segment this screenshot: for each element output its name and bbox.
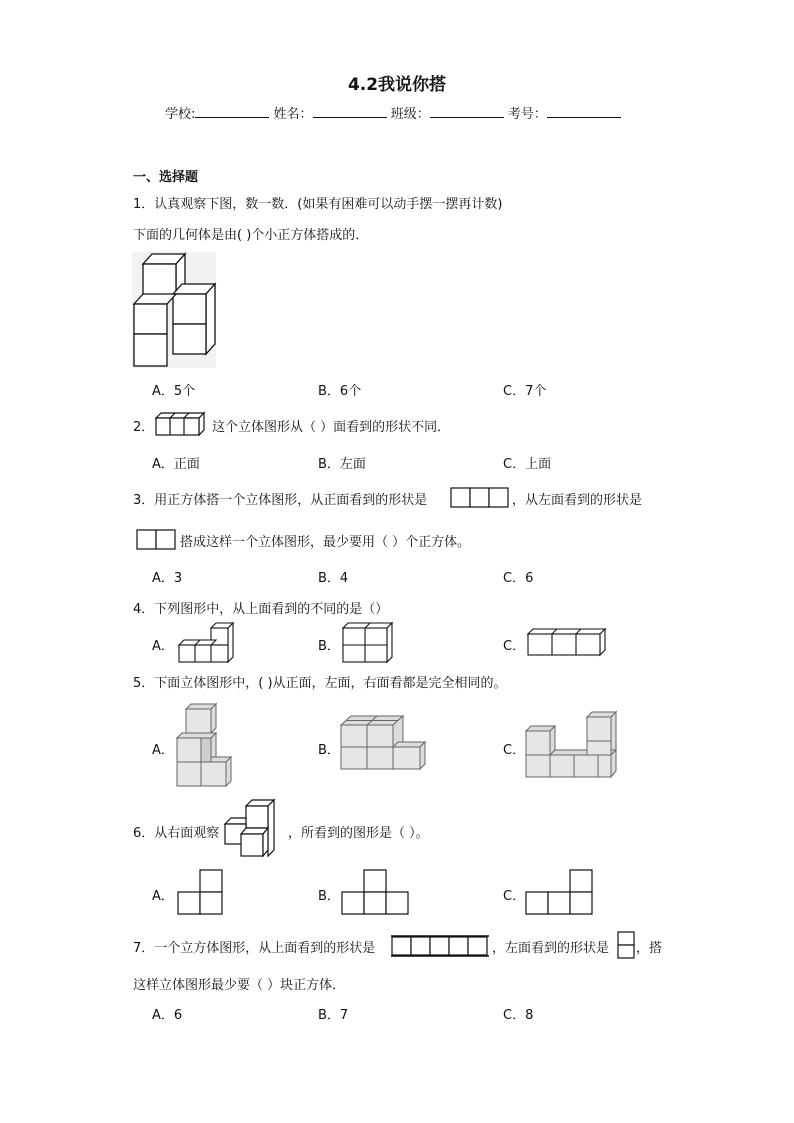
q6-option-a-figure[interactable]	[177, 869, 223, 915]
q1-stem-2: 下面的几何体是由( )个小正方体搭成的．	[133, 228, 369, 243]
q5-option-b-figure[interactable]	[340, 715, 428, 771]
q2-cube-row-figure	[154, 412, 206, 436]
student-info-line	[165, 103, 621, 122]
q6-option-c-figure[interactable]	[525, 869, 593, 915]
name-blank	[313, 105, 387, 118]
q1-cube-figure	[132, 252, 216, 368]
q4-stem: 4．下列图形中，从上面看到的不同的是（）	[133, 602, 389, 617]
q3-stem-2: 搭成这样一个立体图形，最少要用（ ）个正方体。	[180, 535, 471, 550]
q5-option-c[interactable]: C．	[503, 743, 526, 758]
q7-left-view-figure	[617, 931, 635, 959]
q7-option-b[interactable]: B．7	[318, 1008, 349, 1023]
q5-option-c-figure[interactable]	[525, 711, 621, 779]
school-label: 学校:	[165, 107, 196, 122]
q5-option-b[interactable]: B．	[318, 743, 340, 758]
q7-option-c[interactable]: C．8	[503, 1008, 534, 1023]
class-blank	[430, 105, 504, 118]
q7-stem-c: ，搭	[636, 941, 663, 956]
q6-option-b-figure[interactable]	[341, 869, 409, 915]
school-blank	[195, 105, 269, 118]
q4-option-c-figure[interactable]	[526, 628, 606, 656]
q6-option-a[interactable]: A．	[152, 889, 174, 904]
section-heading: 一、选择题	[133, 170, 199, 185]
q1-option-a[interactable]: A．5个	[152, 384, 196, 399]
q3-option-a[interactable]: A．3	[152, 571, 183, 586]
q1-option-b[interactable]: B．6个	[318, 384, 362, 399]
exam-no-label: 考号：	[507, 107, 547, 122]
q7-stem-2: 这样立体图形最少要（ ）块正方体．	[133, 978, 346, 993]
q6-stem: 6．从右面观察	[133, 826, 220, 841]
q3-option-c[interactable]: C．6	[503, 571, 534, 586]
q5-option-a[interactable]: A．	[152, 743, 174, 758]
q4-option-c[interactable]: C．	[503, 639, 526, 654]
q6-cube-figure[interactable]	[224, 798, 278, 858]
q2-number: 2．	[133, 420, 155, 435]
q7-stem: 7．一个立方体图形，从上面看到的形状是	[133, 941, 376, 956]
q4-option-b-figure[interactable]	[341, 622, 393, 664]
q3-front-view-figure	[450, 487, 510, 508]
name-label: 姓名：	[273, 107, 313, 122]
q3-left-view-figure	[136, 529, 176, 550]
q6-option-c[interactable]: C．	[503, 889, 526, 904]
class-label: 班级：	[390, 107, 430, 122]
q1-stem: 1．认真观察下图，数一数．(如果有困难可以动手摆一摆再计数)	[133, 197, 503, 212]
q5-stem: 5．下面立体图形中，( )从正面，左面，右面看都是完全相同的。	[133, 676, 507, 691]
q2-option-c[interactable]: C．上面	[503, 457, 552, 472]
q7-stem-b: ，左面看到的形状是	[492, 941, 610, 956]
q7-top-view-figure	[391, 935, 491, 957]
q2-option-a[interactable]: A．正面	[152, 457, 200, 472]
q2-stem: 这个立体图形从（ ）面看到的形状不同．	[212, 420, 451, 435]
q3-option-b[interactable]: B．4	[318, 571, 349, 586]
q7-option-a[interactable]: A．6	[152, 1008, 183, 1023]
q3-stem-b: ，从左面看到的形状是	[512, 493, 643, 508]
q1-option-c[interactable]: C．7个	[503, 384, 547, 399]
q4-option-b[interactable]: B．	[318, 639, 340, 654]
q4-option-a-figure[interactable]	[177, 622, 233, 664]
q3-stem: 3．用正方体搭一个立体图形，从正面看到的形状是	[133, 493, 428, 508]
page-title: 4.2我说你搭	[347, 75, 447, 95]
q6-option-b[interactable]: B．	[318, 889, 340, 904]
q5-option-a-figure[interactable]	[176, 702, 234, 788]
q2-option-b[interactable]: B．左面	[318, 457, 366, 472]
exam-no-blank	[547, 105, 621, 118]
q4-option-a[interactable]: A．	[152, 639, 174, 654]
q6-stem-2: ，所看到的图形是（ ）。	[288, 826, 429, 841]
